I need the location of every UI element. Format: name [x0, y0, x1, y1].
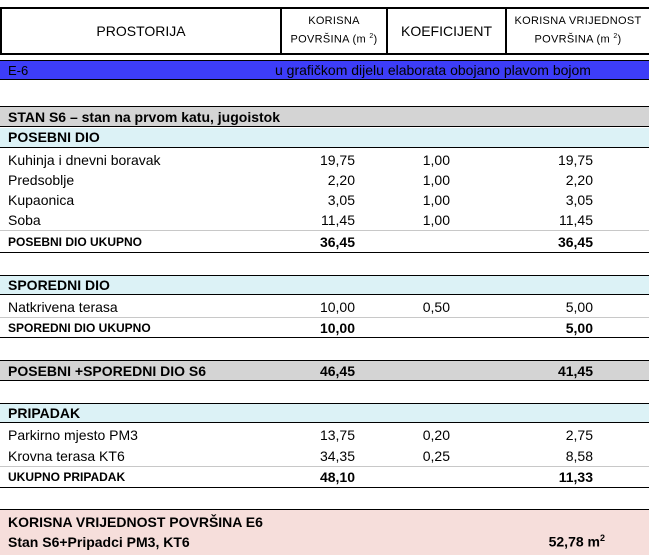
table-row: [0, 210, 649, 230]
total-area: 10,00: [319, 320, 355, 336]
posebni-total-row: [0, 232, 649, 253]
room-coef: 0,50: [422, 299, 450, 315]
total-label: UKUPNO PRIPADAK: [8, 470, 126, 484]
total-value: 36,45: [557, 234, 593, 250]
room-value: 2,75: [565, 427, 593, 443]
sporedni-total-row: [0, 318, 649, 338]
room-value: 5,00: [565, 299, 593, 315]
room-coef: 0,25: [422, 448, 450, 464]
room-name: Kuhinja i dnevni boravak: [8, 152, 161, 168]
total-value: 11,33: [558, 469, 593, 485]
sporedni-title-band: [0, 275, 649, 295]
room-value: 2,20: [565, 172, 593, 188]
total-label: SPOREDNI DIO UKUPNO: [8, 321, 151, 335]
room-name: Krovna terasa KT6: [8, 448, 125, 464]
combined-total-band: [0, 360, 649, 381]
room-area: 13,75: [319, 427, 355, 443]
e6-note: u grafičkom dijelu elaborata obojano plavom bojom: [275, 62, 591, 78]
room-name: Parkirno mjesto PM3: [8, 427, 138, 443]
room-area: 34,35: [319, 448, 355, 464]
room-area: 11,45: [321, 212, 355, 228]
header-korisna-vrijednost: KORISNA VRIJEDNOST POVRŠINA (m $^2$): [506, 8, 649, 54]
room-value: 8,58: [565, 448, 593, 464]
total-area: 48,10: [319, 469, 355, 485]
total-area: 36,45: [319, 234, 355, 250]
stan-title-band: [0, 106, 649, 127]
final-summary-band: [0, 509, 649, 555]
table-row: [0, 446, 649, 466]
header-korisna-povrsina: KORISNA POVRŠINA (m $^2$): [281, 8, 387, 54]
room-coef: 1,00: [422, 152, 450, 168]
combined-value: 41,45: [557, 363, 593, 379]
room-value: 19,75: [557, 152, 593, 168]
room-coef: 1,00: [422, 192, 450, 208]
divider: [0, 230, 649, 231]
stan-title: STAN S6 – stan na prvom katu, jugoistok: [8, 109, 281, 125]
posebni-title: POSEBNI DIO: [8, 129, 100, 145]
table-row: [0, 150, 649, 170]
sporedni-title: SPOREDNI DIO: [8, 277, 110, 293]
room-coef: 0,20: [422, 427, 450, 443]
room-area: 3,05: [327, 192, 355, 208]
posebni-title-band: [0, 128, 649, 148]
total-value: 5,00: [565, 320, 593, 336]
table-row: [0, 297, 649, 317]
header-koeficijent: KOEFICIJENT: [387, 8, 506, 54]
room-value: 3,05: [565, 192, 593, 208]
room-coef: 1,00: [422, 212, 450, 228]
room-name: Soba: [8, 212, 41, 228]
combined-label: POSEBNI +SPOREDNI DIO S6: [8, 363, 206, 379]
final-value: 52,78 $m^2$: [548, 533, 605, 550]
pripadak-title: PRIPADAK: [8, 405, 81, 421]
total-label: POSEBNI DIO UKUPNO: [8, 235, 143, 249]
final-title: KORISNA VRIJEDNOST POVRŠINA E6: [8, 514, 263, 530]
header-prostorija: PROSTORIJA: [1, 8, 281, 54]
room-name: Predsoblje: [8, 172, 75, 188]
pripadak-title-band: [0, 403, 649, 423]
table-row: [0, 170, 649, 190]
room-name: Kupaonica: [8, 192, 75, 208]
pripadak-total-row: [0, 467, 649, 488]
room-area: 10,00: [319, 299, 355, 315]
room-coef: 1,00: [422, 172, 450, 188]
e6-band: [0, 60, 649, 80]
table-row: [0, 425, 649, 445]
room-area: 19,75: [319, 152, 355, 168]
room-area: 2,20: [327, 172, 355, 188]
room-value: 11,45: [559, 212, 593, 228]
combined-area: 46,45: [319, 363, 355, 379]
final-label: Stan S6+Pripadci PM3, KT6: [8, 534, 190, 550]
room-name: Natkrivena terasa: [8, 299, 118, 315]
e6-code: E-6: [8, 63, 29, 78]
table-row: [0, 190, 649, 210]
table-header: [0, 7, 649, 55]
